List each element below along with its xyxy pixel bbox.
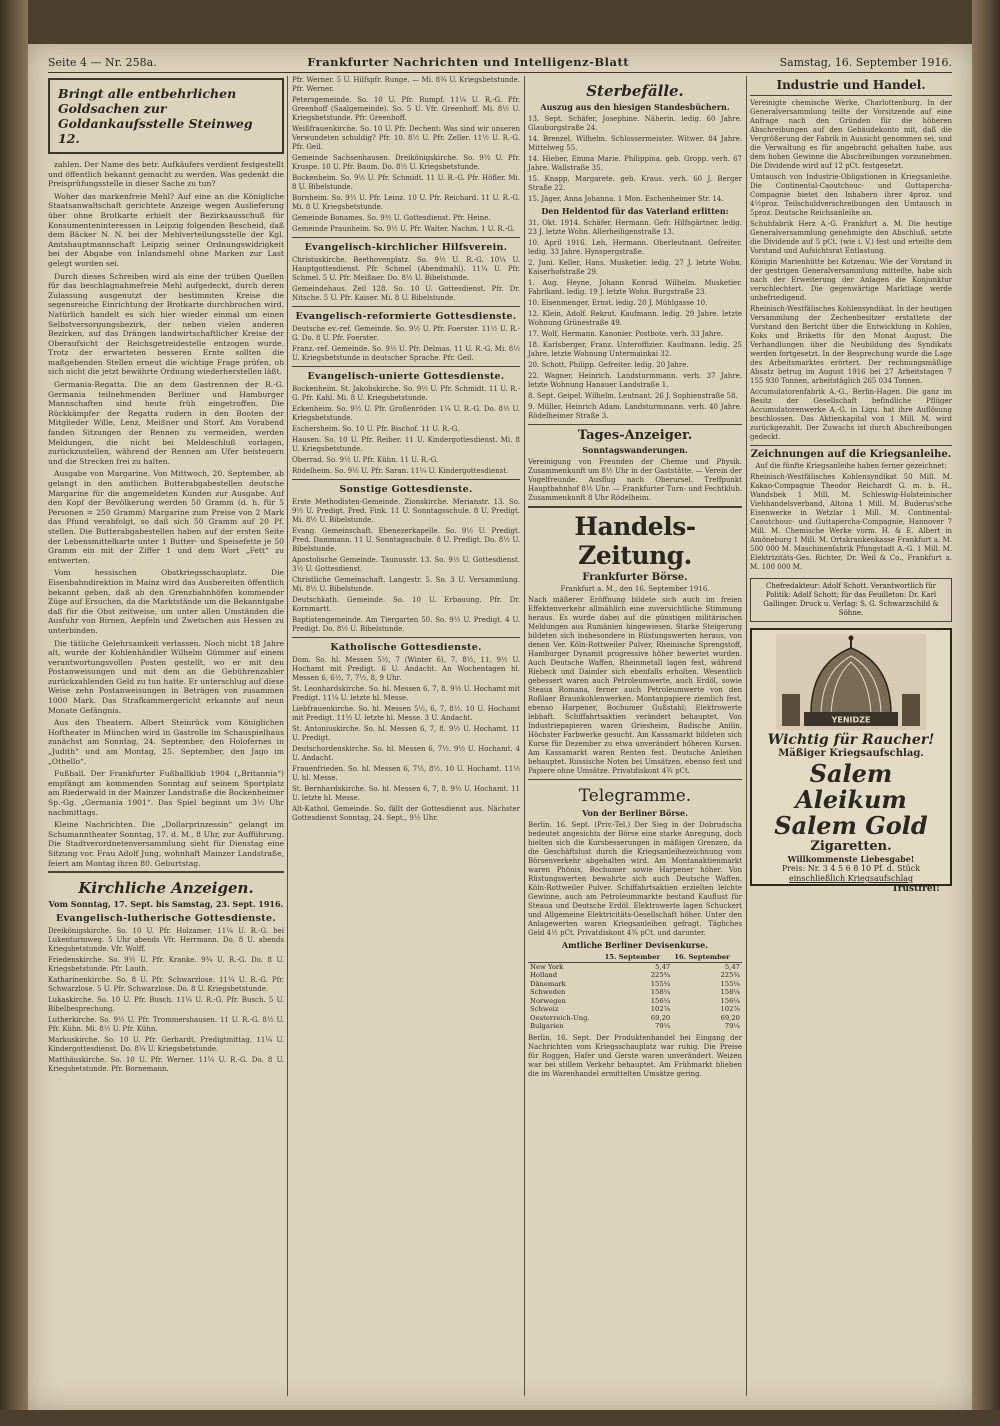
article-paragraph: Aus den Theatern. Albert Steinrück vom Königlichen Hoftheater in München wird in Gastrolle im Schauspielhaus zunächst am Sonntag, 24. September, den Holofernes in „Judith“ und am Montag, 25. September, den Jago im „Othello“. — [48, 718, 284, 766]
business-section-title: Handels-Zeitung. — [574, 512, 696, 570]
book-binding — [0, 0, 28, 1426]
fx-row — [528, 962, 742, 971]
fx-table-title: Amtliche Berliner Devisenkurse. — [561, 940, 709, 950]
section-heading: Evangelisch-lutherische Gottesdienste. — [56, 913, 276, 925]
ad-brand-2: Salem Gold — [774, 811, 928, 840]
fx-country: Holland — [530, 971, 558, 979]
fallen-entry: 22. Wagner, Heinrich. Landsturmmann. verh. 37 Jahre. letzte Wohnung Hanauer Landstraße 1. — [528, 372, 742, 389]
church-entry: St. Bernhardskirche. So. hl. Messen 6, 7, 8. 9½ U. Hochamt. 11 U. letzte hl. Messe. — [292, 785, 520, 802]
fx-value: 79¼ — [655, 1022, 671, 1030]
death-entry: 13. Sept. Schäfer, Josephine. Näherin. ledig. 60 Jahre. Glauburgstraße 24. — [528, 115, 742, 132]
ad-product: Zigaretten. — [810, 839, 892, 854]
church-entry: Bockenheim. So. 9½ U. Pfr. Schmidt. 11 U. R.-G. Pfr. Höfler. Mi. 8 U. Bibelstunde. — [292, 174, 520, 191]
deaths-title: Sterbefälle. — [586, 82, 684, 100]
divider — [528, 779, 742, 780]
church-entry: Evang. Gemeinschaft. Ebenezerkapelle. So. 9½ U. Predigt. Pred. Dammann. 11 U. Sonntagsschule. 8 U. Predigt. Do. 8½ U. Bibelstunde. — [292, 527, 520, 553]
divider — [292, 637, 520, 638]
fx-value: 155¼ — [650, 979, 671, 988]
exchange-report: Nach mäßerer Eröffnung bildete sich auch im freien Effektenverkehr allmählich eine zuversichtliche Stimmung heraus. Es wurde dabei auf die günstigen militärischen Meldungen aus Rumänien hingewiesen. Starke Steigerung bildeten sich insbesondere in Rüstungswerten heraus, von denen Ver. Köln-Rottweiler Pulver, Rheinische Sprengstoff, Hamburger Dynamit progressive höher bewertet wurden. Auch Deutsche Waffen, Rheinmetall lagen fest, während Riebeck und Daimler sich ebenfalls erholten. Wesentlich gebessert waren auch Petroleumwerte, auch Erdöl, sowie Steaua Romana, ferner auch Petroleumwerte von den Roßlaer Braunkohlenwerken. Montanpapiere ziemlich fest, ebenso Harpener, Bochumer Gußstahl; Elektrowerte lebhaft. Schiffahrtsaktien verändert behauptet. Von Industriepapieren waren Griesheim, Badische Anilin, Höchster Farbwerke gesucht. Am Kassamarkt bildeten sich Kurse für Dezember zu etwa unverändert höheren Kursen. Am Kassamarkt waren Renten fest. Deutsche Anleihen behauptet. Russische Noten bei Umsätzen, ebenso fest und Papiere ohne Umsätze. Privatdiskont 4¾ pCt. — [528, 596, 742, 775]
church-entry: Eschersheim. So. 10 U. Pfr. Bischof. 11 U. R.-G. — [292, 425, 460, 433]
fallen-entry: 17. Wolf, Hermann. Kanonier. Postbote. verh. 33 Jahre. — [528, 330, 724, 338]
newspaper-page — [28, 44, 972, 1410]
column-2 — [292, 76, 520, 825]
fallen-heading: Den Heldentod für das Vaterland erlitten: — [541, 206, 729, 216]
church-entry: Oberrad. So. 9½ U. Pfr. Kühn. 11 U. R.-G. — [292, 456, 439, 464]
column-4 — [750, 76, 952, 894]
fallen-entry: 20. Schott, Philipp. Gefreiter. ledig. 20 Jahre. — [528, 361, 689, 369]
scan-right-edge — [972, 0, 1000, 1426]
deaths-subtitle: Auszug aus den hiesigen Standesbüchern. — [540, 102, 730, 112]
fx-header-cell — [528, 953, 603, 962]
newspaper-title: Frankfurter Nachrichten und Intelligenz-Blatt — [307, 55, 630, 69]
church-entry: Lutherkirche. So. 9½ U. Pfr. Trommershausen. 11 U. R.-G. 8½ U. Pfr. Kühn. Mi. 8½ U. Pfr. Kühn. — [48, 1016, 284, 1034]
church-entry: Erste Methodisten-Gemeinde. Zionskirche. Merianstr. 13. So. 9½ U. Predigt. Pred. Fink. 11 U. Sonntagsschule. 8 U. Predigt. Mi. 8½ U. Bibelstunde. — [292, 498, 520, 524]
column-rule — [524, 76, 525, 1396]
article-paragraph: Durch dieses Schreiben wird als eine der trüben Quellen für das beschlagnahmefreie Mehl aufgedeckt, durch deren Zulassung ausgenutzt der bestimmten Kreise die segensreiche Einrichtung der Brotkarte durchbrochen wird. Natürlich handelt es sich hier wieder einmal um einen Selbstversorgungsbezirk, der neben vielen anderen Bezirken, auf das Drängen landwirtschaftlicher Kreise der Oberaufsicht der Reichsgetreidestelle entzogen wurde. Trotz der erwarteten besseren Ernte sollten die maßgebenden Stellen erneut die wichtige Frage prüfen, ob sich nicht die jetzt bewährte Ordnung wiederherstellen läßt. — [48, 271, 284, 377]
church-entry: Deutsche ev.-ref. Gemeinde. So. 9½ U. Pfr. Foerster. 11½ U. R.-G. Do. 8 U. Pfr. Foerster. — [292, 325, 520, 342]
fx-value: 102⅞ — [720, 1005, 740, 1013]
fx-value: 5,47 — [724, 962, 740, 971]
church-entry: Baptistengemeinde. Am Tiergarten 50. So. 9½ U. Predigt. 4 U. Predigt. Do. 8½ U. Bibelstunde. — [292, 616, 520, 633]
divider — [292, 237, 520, 238]
church-entry: Christuskirche. Beethovenplatz. So. 9½ U. R.-G. 10¼ U. Hauptgottesdienst. Pfr. Schmel (Abendmahl). 11¼ U. Pfr. Schmel. 5 U. Pfr. Meißner. Do. 8½ U. Bibelstunde. — [292, 256, 520, 282]
church-entry: Gemeinde Praunheim. So. 9½ U. Pfr. Walter. Nachm. 1 U. R.-G. — [292, 225, 515, 233]
church-entry: Franz.-ref. Gemeinde. So. 9½ U. Pfr. Delmas. 11 U. R.-G. Mi. 8½ U. Kriegsbetstunde in deutscher Sprache. Pfr. Geil. — [292, 345, 520, 362]
church-entry: Friedenskirche. So. 9½ U. Pfr. Kranke. 9¾ U. R.-G. Do. 8 U. Kriegsbetstunde. Pfr. Lauth. — [48, 956, 284, 974]
section-heading: Evangelisch-kirchlicher Hilfsverein. — [304, 242, 508, 253]
telegrams-subtitle: Von der Berliner Börse. — [582, 808, 688, 818]
section-heading: Evangelisch-unierte Gottesdienste. — [307, 371, 505, 382]
divider — [48, 871, 284, 873]
fx-country: Bulgarien — [530, 1022, 564, 1030]
fx-value: 225¾ — [650, 971, 671, 979]
industry-entry: Schuhfabrik Herz A.-G. Frankfurt a. M. Die heutige Generalversammlung genehmigte den Abschluß, setzte die Dividende auf 5 pCt. (wie i. V.) fest und erteilte dem Vorstand und Aufsichtsrat Entlastung. — [750, 220, 952, 255]
section-heading: Evangelisch-reformierte Gottesdienste. — [295, 311, 517, 322]
industry-entry: Vereinigte chemische Werke, Charlottenburg. In der Generalversammlung teilte der Vorsitzende auf eine Anfrage nach den Gründen für die höheren Abschreibungen auf den Gebäudekonto mit, daß die Vergrößerung der Fabrik in Aussicht genommen sei, und die Verwaltung es für angebracht gehalten habe, aus dem hohen Gewinne die Abschreibungen vorzunehmen. Die Dividende wird auf 12 pCt. festgesetzt. — [750, 99, 952, 170]
fallen-entry: 10. Eisenmenger, Ernst. ledig. 20 J. Mühlgasse 10. — [528, 299, 708, 307]
fx-value: 225¾ — [720, 971, 740, 979]
war-loan-title: Zeichnungen auf die Kriegsanleihe. — [750, 449, 952, 460]
fallen-entry: 18. Karlsberger, Franz. Unteroffizier. Kaufmann. ledig. 25 Jahre. letzte Wohnung Untermainkai 32. — [528, 341, 742, 358]
column-rule — [746, 76, 747, 1396]
death-entry: 15. Knapp, Margarete. geb. Kraus. verh. 60 J. Berger Straße 22. — [528, 175, 742, 192]
telegram-text: Berlin, 16. Sept. Der Produktenhandel bei Eingang der Nachrichten vom Kriegsschauplatz war ruhig. Die Preise für Roggen, Hafer und Gerste waren unverändert. Weizen war bei stillem Verkehr behauptet. Am Frühmarkt blieben die im Warenhandel ermittelten Umsätze gering. — [528, 1033, 742, 1078]
death-entry: 14. Brenzel, Wilhelm. Schlossermeister. Witwer. 84 Jahre. Mittelweg 55. — [528, 135, 742, 152]
fallen-entry: 12. Klein, Adolf. Rekrut. Kaufmann. ledig. 29 Jahre. letzte Wohnung Grünestraße 49. — [528, 310, 742, 327]
article-paragraph: Kleine Nachrichten. Die „Dollarprinzessin“ gelangt im Schumanntheater Sonntag, 17. d. M., 8 Uhr, zur Aufführung. Die Stadtverordnetenversammlung sieht für Dienstag eine Sitzung vor. Frau Adolf Jung, wohnhaft Mainzer Landstraße, feiert am Montag ihren 80. Geburtstag. — [48, 820, 284, 868]
fallen-entry: 8. Sept. Geipel, Wilhelm. Leutnant. 26 J. Sophienstraße 58. — [528, 392, 738, 400]
divider — [528, 506, 742, 508]
death-entry: 15. Jäger, Anna Johanna. 1 Mon. Eschenheimer Str. 14. — [528, 195, 724, 203]
fx-row — [528, 988, 742, 997]
page-label: Seite 4 — Nr. 258a. — [48, 55, 157, 69]
fx-country: Schweden — [530, 988, 566, 996]
church-entry: Lukaskirche. So. 10 U. Pfr. Busch. 11¼ U. R.-G. Pfr. Busch. 5 U. Bibelbesprechung. — [48, 996, 284, 1014]
dome-label: YENIDZE — [831, 715, 871, 725]
church-entry: Liebfrauenkirche. So. hl. Messen 5½, 6, 7, 8½. 10 U. Hochamt mit Predigt. 11½ U. letzte hl. Messe. 3 U. Andacht. — [292, 705, 520, 722]
fx-value: 69,20 — [650, 1013, 671, 1022]
fx-table — [528, 953, 742, 1031]
church-notices-title: Kirchliche Anzeigen. — [78, 879, 254, 898]
church-entry: Matthäuskirche. So. 10 U. Pfr. Werner. 11¼ U. R.-G. Do. 8 U. Kriegsbetstunde. Pfr. Bornemann. — [48, 1056, 284, 1074]
divider — [292, 366, 520, 367]
church-entry: Frauenfrieden. So. hl. Messen 6, 7½, 8½. 10 U. Hochamt. 11½ U. hl. Messe. — [292, 765, 520, 782]
article-paragraph: Ausgabe von Margarine. Von Mittwoch, 20. September, ab gelangt in den amtlichen Butterabgabestellen deutsche Margarine für die angemeldeten Kunden zur Ausgabe. Auf den Kopf der Bevölkerung werden 50 Gramm (d. h. für 5 Personen = 250 Gramm) Margarine zum Preise von 2 Mark das Pfund verabfolgt, so daß sich 50 Gramm auf 20 Pf. stellen. Die Butterabgabestellen haben auf der ersten Seite der Lebensmittelkarte unter 1 Butter- und Speisefette je 50 Gramm ein mit der Ziffer 1 und dem Wort „Fett“ zu entwerten. — [48, 469, 284, 565]
ad-trust-free: Trustfrei! — [891, 884, 940, 894]
fx-country: Norwegen — [530, 996, 566, 1005]
column-rule — [287, 76, 288, 1396]
church-entry: Petersgemeinde. So. 10 U. Pfr. Rumpf. 11¼ U. R.-G. Pfr. Greenhoff (Saalgemeinde). So. 5 U. Vfr. Greenhoff. Mi. 8½ U. Kriegsbetstunde. Pfr. Greenhoff. — [292, 96, 520, 122]
fx-row — [528, 971, 742, 980]
article-paragraph: Die tätliche Gelehrsamkeit verlassen. Noch nicht 18 Jahre alt, wurde der Kohlenhändler Wilhelm Gümmer auf einem verantwortungsvollen Posten gestellt, wo er mit den Postanweisungen und mit dem an die Gebührenzahler zurückzahlenden Geld zu tun hatte. Er unterschlug auf diese Weise zehn Postanweisungen in Beträgen von zusammen 1000 Mark. Das Strafkammergericht erkannte auf neun Monate Gefängnis. — [48, 638, 284, 715]
section-heading: Katholische Gottesdienste. — [330, 642, 482, 653]
column-1 — [48, 76, 284, 1076]
daily-notices-text: Vereinigung von Freunden der Chemie und Physik. Zusammenkunft um 8½ Uhr in der Gaststätte. — Verein der Vogelfreunde. Ausflug nach Oberursel. Treffpunkt Hauptbahnhof 8½ Uhr. — Frankfurter Turn- und Fechtklub. Zusammenkunft 8 Uhr Rödelheim. — [528, 458, 742, 502]
church-entry: Gemeindehaus. Zeil 128. So. 10 U. Gottesdienst. Pfr. Dr. Nitsche. 5 U. Pfr. Kaiser. Mi. 8 U. Bibelstunde. — [292, 285, 520, 302]
fx-country: Oesterreich-Ung. — [530, 1013, 590, 1022]
divider — [750, 445, 952, 446]
industry-title: Industrie und Handel. — [776, 78, 926, 92]
church-entry: Alt-Kathol. Gemeinde. So. fällt der Gottesdienst aus. Nächster Gottesdienst Sonntag, 24. Sept., 9½ Uhr. — [292, 805, 520, 822]
church-entry: Dreikönigskirche. So. 10 U. Pfr. Holzamer. 11¼ U. R.-G. bei Lukenturmweg. 5 Uhr abends Vfr. Herrmann. Do. 8 U. abends Kriegsbetstunde. Vfr. Wolff. — [48, 927, 284, 954]
fx-row — [528, 1022, 742, 1031]
industry-entry: Umtausch von Industrie-Obligationen in Kriegsanleihe. Die Continental-Caoutchouc- und Guttapercha-Compagnie bietet den Inhabern ihrer 4proz. und 4½proz. Teilschuldverschreibungen den Umtausch in 5proz. Deutsche Reichsanleihe an. — [750, 173, 952, 217]
exchange-date: Frankfurt a. M., den 16. September 1916. — [560, 585, 710, 593]
fx-value: 156¼ — [720, 996, 740, 1005]
gold-advert: Bringt alle entbehrlichen Goldsachen zur Goldankaufsstelle Steinweg 12. — [48, 78, 284, 154]
ad-headline: Wichtig für Raucher! — [767, 732, 935, 748]
church-notices-subtitle: Vom Sonntag, 17. Sept. bis Samstag, 23. Sept. 1916. — [48, 899, 284, 910]
divider — [292, 479, 520, 480]
fx-row — [528, 1005, 742, 1014]
fallen-entry: 2. Juni. Keller, Hans. Musketier. ledig. 27 J. letzte Wohn. Kaiserhofstraße 29. — [528, 259, 742, 276]
fx-country: Dänemark — [530, 979, 566, 988]
telegrams-title: Telegramme. — [578, 786, 692, 806]
church-entry: St. Antoniuskirche. So. hl. Messen 6, 7, 8. 9½ U. Hochamt. 11 U. Predigt. — [292, 725, 520, 742]
fallen-entry: 9. Müller, Heinrich Adam. Landsturmmann. verh. 40 Jahre. Rödelheimer Straße 3. — [528, 403, 742, 420]
fx-row — [528, 1014, 742, 1023]
article-paragraph: Woher das markenfreie Mehl? Auf eine an die Königliche Staatsanwaltschaft gerichtete Anzeige wegen Auslieferung über ohne Brotkarte erhielt der Bezirksausschuß für Konsumenteninteressen in Leipzig folgenden Bescheid, daß dem Bäcker N. N. bei der Mehlverteilungsstelle der Kgl. Amtshauptmannschaft Leipzig seiner Ordnungswidrigkeit bei der Abgabe von Inlandsmehl ohne Marken zur Last gelegt worden sei. — [48, 191, 284, 268]
church-entry: Apostolische Gemeinde. Taunusstr. 13. So. 9½ U. Gottesdienst. 3½ U. Gottesdienst. — [292, 556, 520, 573]
fx-value: 5,47 — [655, 962, 671, 971]
daily-notices-title: Tages-Anzeiger. — [577, 428, 693, 443]
industry-entry: Rheinisch-Westfälisches Kohlensyndikat. In der heutigen Versammlung der Zechenbesitzer erstattete der Vorstand den Bericht über die Entwicklung in Kohlen, Koks und Briketts für den Monat August. Die Verhandlungen über die Neubildung des Syndikats werden fortgesetzt. In der Besprechung wurde die Lage des Arbeitsmarktes erörtert. Der rechnungsmäßige Absatz betrug im August 1916 bei 27 Arbeitstagen 7 155 930 Tonnen, arbeitstäglich 265 034 Tonnen. — [750, 305, 952, 385]
divider — [750, 95, 952, 96]
ad-prices: Preis: Nr. 3 4 5 6 8 10 Pf. d. Stück — [781, 864, 921, 873]
article-paragraph: Vom hessischen Obstkriegsschauplatz. Die Eisenbahndirektion in Mainz wird das Ausbereiten öffentlich bekannt geben, daß ab den Grenzbahnhöfen kommender Züge auf Ersuchen, da die Marktstände um die Bekanntgabe daß für die Obst zeitweise, um unter allen Umständen die Ausfuhr von Birnen, Aepfeln und Zwetschen aus Hessen zu unterbinden. — [48, 568, 284, 635]
fx-value: 158¼ — [650, 988, 671, 996]
divider — [292, 306, 520, 307]
yenidze-dome-illustration — [776, 634, 926, 730]
war-loan-text: Rheinisch-Westfälisches Kohlensyndikat 50 Mill. M. Kakao-Compagnie Theodor Reichardt G. m. b. H., Wandsbek 1 Mill. M. Schleswig-Holsteinischer Viehhandelsverband, Altona 1 Mill. M. Buderus'sche Eisenwerke in Wetzlar 1 Mill. M. Continental-Caoutchouc- und Guttapercha-Compagnie, Hannover 7 Mill. M. Chemische Werke vorm. H. & E. Albert in Amöneburg 1 Mill. M. Ortskrankenkasse Frankfurt a. M. 500 000 M. Maschinenfabrik Pfungstadt A.-G. 1 Mill. M. Elektrizitäts-Ges. Richter, Dr. Weil & Co., Frankfurt a. M. 100 000 M. — [750, 473, 952, 571]
church-entry: Eckenheim. So. 9½ U. Pfr. Großenröder. 1¼ U. R.-G. Do. 8½ U. Kriegsbetstunde. — [292, 405, 520, 422]
scan-bottom-edge — [0, 1410, 1000, 1426]
column-3 — [528, 76, 742, 1081]
fx-row — [528, 997, 742, 1006]
article-paragraph: Fußball. Der Frankfurter Fußballklub 1904 („Britannia“) empfängt am kommenden Sonntag auf seinem Sportplatz am Riederwald in der Mainzer Landstraße die Bockenheimer Sp.-Gg. „Germania 1901“. Das Spiel beginnt um 3½ Uhr nachmittags. — [48, 769, 284, 817]
fx-value: 102⅞ — [650, 1005, 671, 1013]
fallen-entry: 31. Okt. 1914. Schäfer, Hermann. Gefr. Hilfsgärtner. ledig. 23 J. letzte Wohn. Allerheiligenstraße 13. — [528, 219, 742, 236]
fx-row — [528, 980, 742, 989]
divider — [528, 424, 742, 425]
section-heading: Sonstige Gottesdienste. — [339, 484, 473, 495]
fallen-entry: 10. April 1916. Leh, Hermann. Oberleutnant. Gefreiter. ledig. 33 Jahre. Hynspergstraße. — [528, 239, 742, 256]
cigarette-advert — [750, 628, 952, 894]
article-paragraph: zahlen. Der Name des betr. Aufkäufers verdient festgestellt und öffentlich bekannt gemacht zu werden. Was gedenkt die Preisprüfungsstelle in dieser Sache zu tun? — [48, 160, 284, 189]
war-loan-subtitle: Auf die fünfte Kriegsanleihe haben ferner gezeichnet: — [755, 462, 947, 470]
church-entry: Bornheim. So. 9½ U. Pfr. Leinz. 10 U. Pfr. Reichard. 11 U. R.-G. Mi. 8 U. Kriegsbetstunde. — [292, 194, 520, 211]
church-entry: Deutschordenskirche. So. hl. Messen 6, 7½. 9½ U. Hochamt. 4 U. Andacht. — [292, 745, 520, 762]
page-header — [48, 52, 952, 73]
ad-brand-1: Salem Aleikum — [795, 759, 907, 814]
church-entry: Dom. So. hl. Messen 5½, 7 (Winter 6), 7, 8½, 11. 9½ U. Hochamt mit Predigt. 6 U. Andacht. An Wochentagen hl. Messen 6, 6½, 7, 7½, 8, 9 Uhr. — [292, 656, 520, 682]
church-entry: Rödelheim. So. 9½ U. Pfr. Saran. 11¼ U. Kindergottesdienst. — [292, 467, 509, 475]
church-entry: St. Leonhardskirche. So. hl. Messen 6, 7, 8. 9½ U. Hochamt mit Predigt. 11¼ U. letzte hl. Messe. — [292, 685, 520, 702]
fx-value: 69,20 — [720, 1013, 740, 1022]
page-date: Samstag, 16. September 1916. — [779, 55, 952, 69]
church-entry: Weißfrauenkirche. So. 10 U. Pfr. Dechent: Was sind wir unseren Verwundeten schuldig? Pfr. 10. 8½ U. Pfr. Zeller. 11½ U. R.-G. Pfr. Geil. — [292, 125, 520, 151]
fx-header-cell: 16. September — [672, 953, 742, 962]
fallen-entry: 1. Aug. Heyne, Johann Konrad Wilhelm. Musketier. Fabrikant. ledig. 19 J. letzte Wohn. Burgstraße 23. — [528, 279, 742, 296]
church-entry: Katharinenkirche. So. 8 U. Pfr. Schwarzlose. 11¼ U. R.-G. Pfr. Schwarzlose. 5 U. Pfr. Schwarzlose. Do. 8 U. Kriegsbetstunde. — [48, 976, 284, 994]
church-entry: Pfr. Werner. 5 U. Hilfspfr. Runge. — Mi. 8¾ U. Kriegsbetstunde. Pfr. Werner. — [292, 76, 520, 93]
imprint: Chefredakteur: Adolf Schott. Verantwortlich für Politik: Adolf Schott; für das Feuilleton: Dr. Karl Gallinger. Druck u. Verlag: S. G. Schwarzschild & Söhne. — [750, 578, 952, 622]
industry-entry: Königin Marienhütte bei Kotzenau. Wie der Vorstand in der gestrigen Generalversammlung mitteilte, habe sich nach der Erweiterung der Anlagen die Konjunktur verschlechtert. Die gegenwärtige Marktlage werde unbefriedigend. — [750, 258, 952, 302]
fx-country: Schweiz — [530, 1005, 559, 1013]
fx-header-row — [528, 953, 742, 962]
ad-note: einschließlich Kriegsaufschlag — [788, 874, 914, 883]
fx-value: 156¼ — [650, 996, 671, 1005]
church-entry: Markuskirche. So. 10 U. Pfr. Gerhardt. Predigtmittag. 11¼ U. Kindergottesdienst. Do. 8¼ U. Kriegsbetstunde. — [48, 1036, 284, 1054]
fx-header-cell: 15. September — [603, 953, 673, 962]
fx-value: 158¼ — [720, 988, 740, 996]
ad-surcharge: Mäßiger Kriegsaufschlag. — [778, 748, 924, 759]
telegram-text: Berlin, 16. Sept. (Priv.-Tel.) Der Sieg in der Dobrudscha bedeutet angesichts der Börse eine starke Anregung, doch hielten sich die Kursbesserungen in mäßigen Grenzen, da die Geschäftslust durch die Kriegsanleihezeichnung vom Börsenverkehr abgehalten wird. Am Montanaktienmarkt waren Phönix, Bochumer sowie Harpener höher. Von Rüstungswerten bewahrte sich auch Deutsche Waffen, Köln-Rottweiler Pulver. Schiffahrtsaktien erzielten leichte Gewinne, auch am Petroleummarkte bestand Kauflust für Steaua und Deutsche Erdöl. Elektrowerte lagen Schuckert und Allgemeine Elektricitäts-Gesellschaft höher. Unter den Anlagewerten waren Kriegsanleihen gefragt. Tägliches Geld 4½ pCt. Privatdiskont 4¾ pCt. und darunter. — [528, 821, 742, 937]
fx-value: 79¼ — [724, 1022, 740, 1030]
daily-notices-subtitle: Sonntagswanderungen. — [582, 445, 688, 455]
church-entry: Bockenheim. St. Jakobskirche. So. 9½ U. Pfr. Schmidt. 11 U. R.-G. Pfr. Kahl. Mi. 8 U. Kriegsbetstunde. — [292, 385, 520, 402]
fx-country: New York — [530, 962, 564, 971]
fx-value: 155¼ — [720, 979, 740, 988]
ad-gift-line: Willkommenste Liebesgabe! — [787, 854, 915, 864]
exchange-title: Frankfurter Börse. — [582, 572, 688, 583]
church-entry: Gemeinde Bonames. So. 9½ U. Gottesdienst. Pfr. Heine. — [292, 214, 491, 222]
industry-entry: Accumulatorenfabrik A.-G., Berlin-Hagen. Die ganz im Besitz der Gesellschaft befindliche Pflüger Accumulatorenwerke A.-G. in Liqu. hat ihre Auflösung beschlossen. Das Aktienkapital von 1 Mill. M. wird zurückgezahlt. Der Zuwachs ist durch Abschreibungen gedeckt. — [750, 388, 952, 441]
church-entry: Deutschkath. Gemeinde. So. 10 U. Erbauung. Pfr. Dr. Kornmartt. — [292, 596, 520, 613]
article-paragraph: Germania-Regatta. Die an dem Gastrennen der R.-G. Germania teilnehmenden Berliner und Hamburger Mannschaften sind heute früh eingetroffen. Die Rückkämpfer der Regatta rudern in den Booten der Mitglieder Wille, Lenz, Meißner und Storf. Am Vorabend fanden Sitzungen der Rennen zu vermeiden, werden Meldungen, die nicht bei Meldeschluß vorlagen, zurückzustellen, während der Rennen am Ufer beisteuern und die Strecken frei zu halten. — [48, 380, 284, 466]
death-entry: 14. Hieber, Emma Marie. Philippina. geb. Gropp. verh. 67 Jahre. Wallstraße 35. — [528, 155, 742, 172]
church-entry: Christliche Gemeinschaft. Langestr. 5. So. 3 U. Versammlung. Mi. 8½ U. Bibelstunde. — [292, 576, 520, 593]
church-entry: Hausen. So. 10 U. Pfr. Reiber. 11 U. Kindergottesdienst. Mi. 8 U. Kriegsbetstunde. — [292, 436, 520, 453]
scan-top-edge — [0, 0, 1000, 44]
church-entry: Gemeinde Sachsenhausen. Dreikönigskirche. So. 9½ U. Pfr. Kruspe. 10 U. Pfr. Baum. Do. 8½ U. Kriegsbetstunde. — [292, 154, 520, 171]
